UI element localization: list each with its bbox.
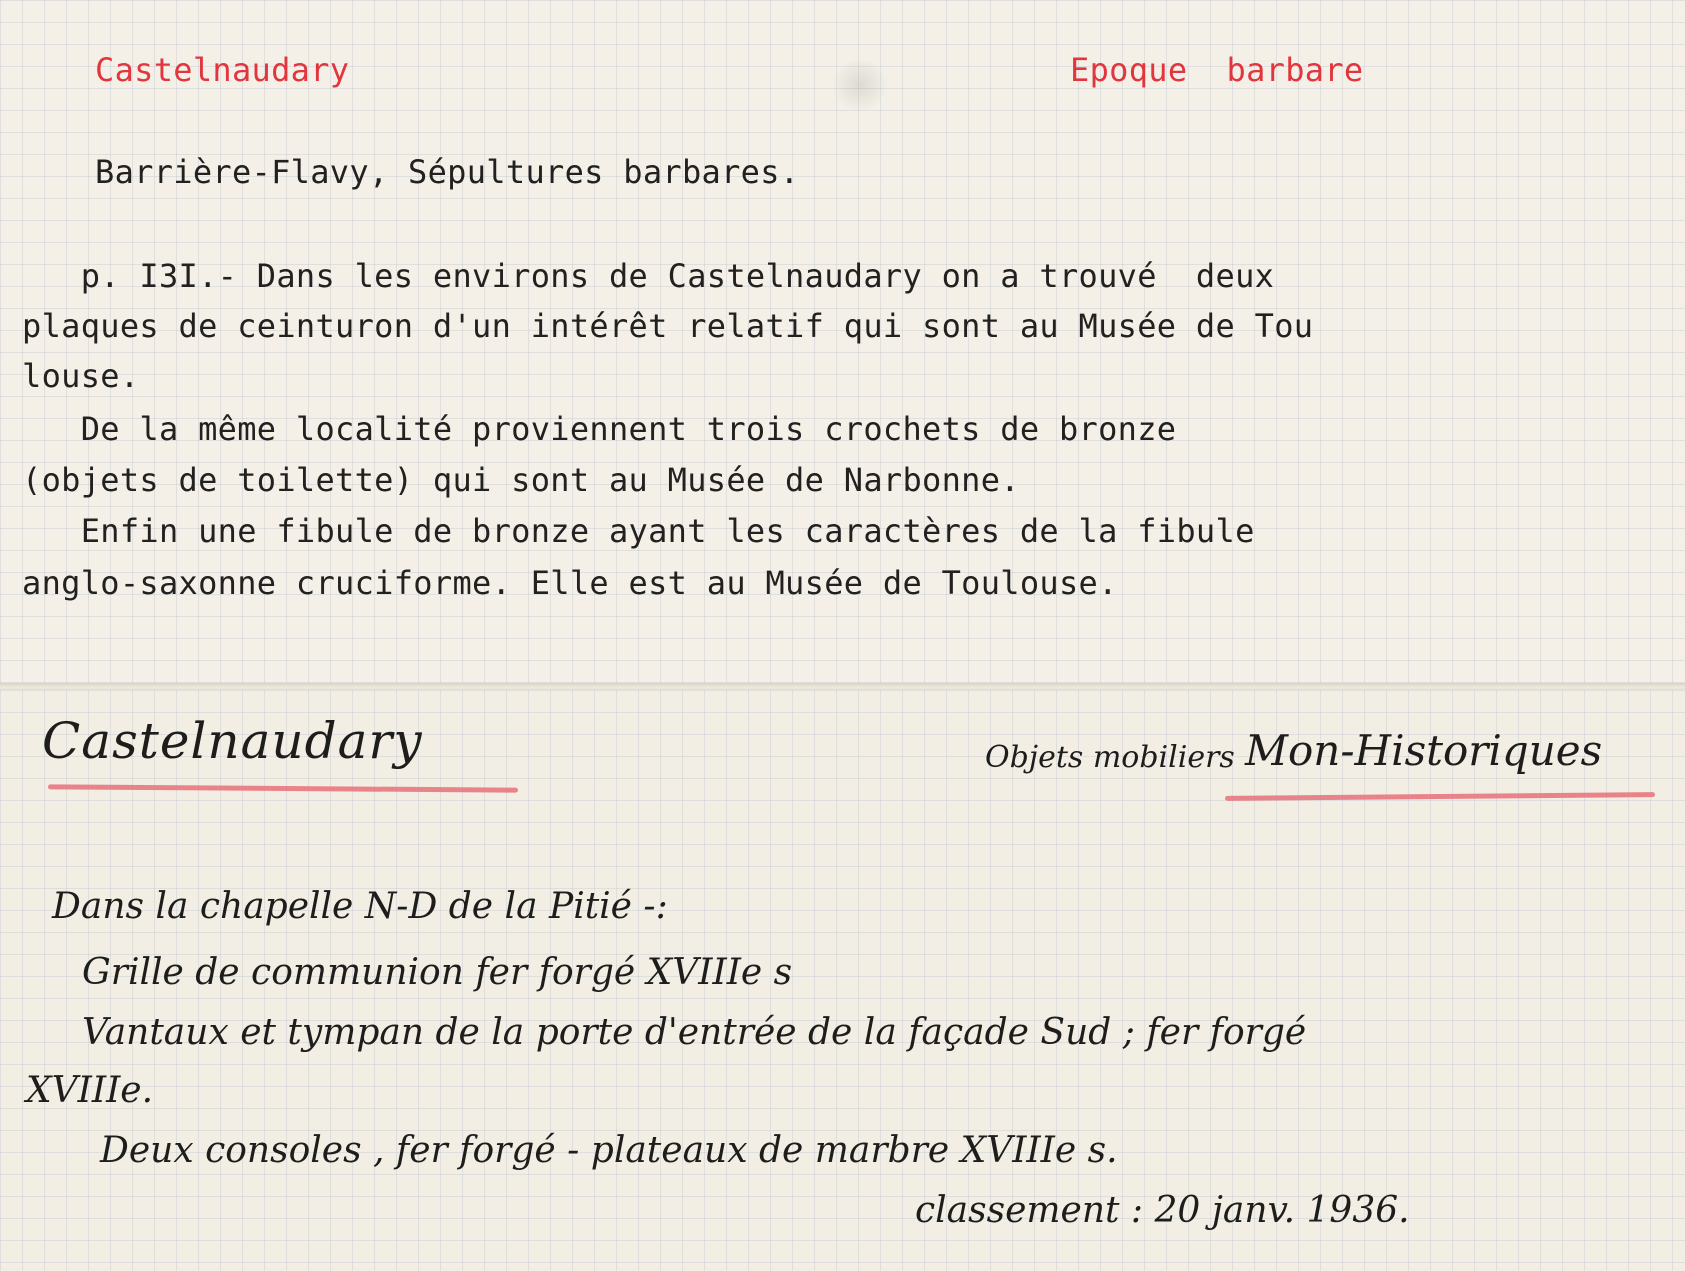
hand-line: XVIIIe. xyxy=(26,1070,154,1111)
category-prefix: Objets mobiliers xyxy=(985,740,1235,775)
typed-line: plaques de ceinturon d'un intérêt relatif qui sont au Musée de Tou xyxy=(22,307,1314,345)
hand-line: Dans la chapelle N-D de la Pitié -: xyxy=(52,886,668,927)
typed-body xyxy=(22,250,1682,610)
title-underline xyxy=(48,784,518,792)
typed-line: De la même localité proviennent trois crochets de bronze xyxy=(22,410,1177,448)
typed-line: anglo-saxonne cruciforme. Elle est au Musée de Toulouse. xyxy=(22,564,1118,602)
category-main: Mon-Historiques xyxy=(1245,726,1603,775)
category-underline xyxy=(1225,792,1655,801)
handwritten-index-card xyxy=(0,690,1685,1271)
card-edge xyxy=(0,683,1685,690)
ink-smudge xyxy=(830,60,890,110)
typed-line: p. I3I.- Dans les environs de Castelnaudary on a trouvé deux xyxy=(22,257,1275,295)
handwritten-title: Castelnaudary xyxy=(42,712,423,770)
classification-date: classement : 20 janv. 1936. xyxy=(915,1190,1410,1231)
hand-line: Vantaux et tympan de la porte d'entrée de la façade Sud ; fer forgé xyxy=(82,1012,1307,1053)
hand-line: Grille de communion fer forgé XVIIIe s xyxy=(82,952,793,993)
source-reference: Barrière-Flavy, Sépultures barbares. xyxy=(95,153,800,191)
header-location: Castelnaudary xyxy=(95,51,350,89)
hand-line: Deux consoles , fer forgé - plateaux de marbre XVIIIe s. xyxy=(100,1130,1118,1171)
typed-line: Enfin une fibule de bronze ayant les caractères de la fibule xyxy=(22,512,1255,550)
typed-line: louse. xyxy=(22,357,140,395)
typed-line: (objets de toilette) qui sont au Musée de Narbonne. xyxy=(22,461,1020,499)
header-period: Epoque barbare xyxy=(1070,51,1364,89)
